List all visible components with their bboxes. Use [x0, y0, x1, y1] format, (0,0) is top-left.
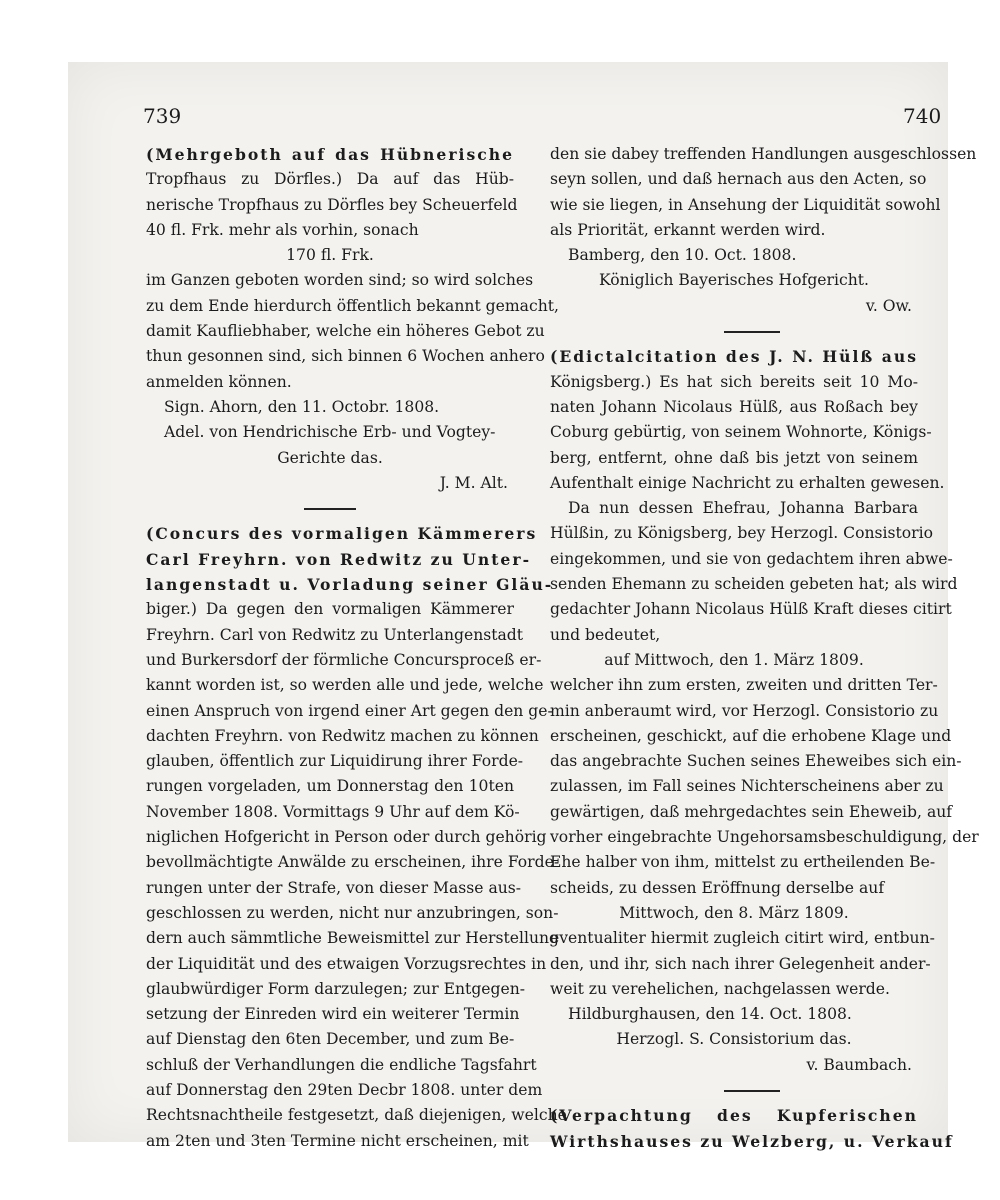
text-line: Aufenthalt einige Nachricht zu erhalten gewesen. [550, 473, 945, 492]
text-line: auf Mittwoch, den 1. März 1809. [604, 650, 864, 669]
text-line: Carl Freyhrn. von Redwitz zu Unter- [146, 549, 532, 569]
text-line: niglichen Hofgericht in Person oder durch gehörig [146, 828, 547, 847]
text-line: berg, entfernt, ohne daß bis jetzt von seinem [550, 448, 918, 467]
page-number-right: 740 [903, 104, 942, 128]
text-line: eingekommen, und sie von gedachtem ihren abwe- [550, 549, 953, 568]
text-line: anmelden können. [146, 372, 292, 391]
text-line: v. Baumbach. [806, 1055, 912, 1074]
text-line: Königlich Bayerisches Hofgericht. [599, 271, 869, 290]
text-line: gewärtigen, daß mehrgedachtes sein Eheweib, auf [550, 802, 953, 821]
text-line: einen Anspruch von irgend einer Art gegen den ge- [146, 701, 553, 720]
text-line: zu dem Ende hierdurch öffentlich bekannt gemacht, [146, 296, 559, 315]
section-divider [550, 319, 918, 344]
right-column [550, 142, 979, 1154]
text-line: Wirthshauses zu Welzberg, u. Verkauf [550, 1131, 954, 1151]
text-line: (Edictalcitation des J. N. Hülß aus [550, 347, 918, 367]
text-line: J. M. Alt. [439, 473, 508, 492]
text-line: erscheinen, geschickt, auf die erhobene Klage und [550, 726, 952, 745]
text-line: Freyhrn. Carl von Redwitz zu Unterlangenstadt [146, 625, 524, 644]
text-line: zulassen, im Fall seines Nichterscheinens aber zu [550, 777, 944, 796]
text-line: (Concurs des vormaligen Kämmerers [146, 524, 538, 544]
text-line: Rechtsnachtheile festgesetzt, daß diejenigen, welche [146, 1106, 567, 1125]
text-line: vorher eingebrachte Ungehorsamsbeschuldigung, der [550, 828, 979, 847]
page-number-left: 739 [143, 104, 182, 128]
text-line: als Priorität, erkannt werden wird. [550, 220, 826, 239]
text-line: (Verpachtung des Kupferischen [550, 1106, 918, 1126]
text-line: auf Donnerstag den 29ten Decbr 1808. unter dem [146, 1080, 543, 1099]
section-divider [146, 496, 514, 521]
text-line: thun gesonnen sind, sich binnen 6 Wochen anhero [146, 347, 545, 366]
text-line: wie sie liegen, in Ansehung der Liquidität sowohl [550, 195, 941, 214]
text-line: welcher ihn zum ersten, zweiten und dritten Ter- [550, 676, 938, 695]
text-line: Herzogl. S. Consistorium das. [616, 1030, 852, 1049]
text-line: Coburg gebürtig, von seinem Wohnorte, Königs- [550, 423, 932, 442]
text-line: glauben, öffentlich zur Liquidirung ihrer Forde- [146, 752, 524, 771]
text-line: Mittwoch, den 8. März 1809. [619, 903, 849, 922]
text-line: (Mehrgeboth auf das Hübnerische [146, 145, 514, 164]
text-line: Bamberg, den 10. Oct. 1808. [568, 246, 797, 265]
text-line: Gerichte das. [277, 448, 383, 467]
section-divider [550, 1078, 918, 1103]
text-line: min anberaumt wird, vor Herzogl. Consistorio zu [550, 701, 939, 720]
text-line: naten Johann Nicolaus Hülß, aus Roßach bey [550, 397, 918, 416]
text-line: setzung der Einreden wird ein weiterer Termin [146, 1005, 520, 1024]
text-line: und Burkersdorf der förmliche Concursproceß er- [146, 650, 542, 669]
text-line: kannt worden ist, so werden alle und jede, welche [146, 676, 544, 695]
text-line: Adel. von Hendrichische Erb- und Vogtey- [164, 423, 496, 442]
text-line: und bedeutet, [550, 625, 661, 644]
text-line: 170 fl. Frk. [286, 246, 374, 265]
text-line: gedachter Johann Nicolaus Hülß Kraft dieses citirt [550, 600, 952, 619]
text-line: dern auch sämmtliche Beweismittel zur Herstellung [146, 929, 560, 948]
text-line: seyn sollen, und daß hernach aus den Acten, so [550, 170, 927, 189]
text-line: Ehe halber von ihm, mittelst zu ertheilenden Be- [550, 853, 936, 872]
text-line: Tropfhaus zu Dörfles.) Da auf das Hüb- [146, 170, 514, 189]
text-line: geschlossen zu werden, nicht nur anzubringen, son- [146, 903, 559, 922]
text-line: scheids, zu dessen Eröffnung derselbe auf [550, 878, 885, 897]
text-line: Hildburghausen, den 14. Oct. 1808. [568, 1005, 852, 1024]
text-line: im Ganzen geboten worden sind; so wird solches [146, 271, 534, 290]
text-line: schluß der Verhandlungen die endliche Tagsfahrt [146, 1055, 537, 1074]
text-line: biger.) Da gegen den vormaligen Kämmerer [146, 600, 514, 619]
text-line: auf Dienstag den 6ten December, und zum Be- [146, 1030, 515, 1049]
left-column [146, 142, 567, 1154]
text-line: November 1808. Vormittags 9 Uhr auf dem Kö- [146, 802, 520, 821]
text-line: 40 fl. Frk. mehr als vorhin, sonach [146, 220, 419, 239]
text-line: Hülßin, zu Königsberg, bey Herzogl. Consistorio [550, 524, 933, 543]
text-line: weit zu verehelichen, nachgelassen werde. [550, 979, 890, 998]
text-line: rungen unter der Strafe, von dieser Masse aus- [146, 878, 522, 897]
text-line: den, und ihr, sich nach ihrer Gelegenheit ander- [550, 954, 931, 973]
text-line: der Liquidität und des etwaigen Vorzugsrechtes in [146, 954, 547, 973]
text-line: Königsberg.) Es hat sich bereits seit 10 Mo- [550, 372, 918, 391]
text-line: den sie dabey treffenden Handlungen ausgeschlossen [550, 145, 977, 163]
text-line: nerische Tropfhaus zu Dörfles bey Scheuerfeld [146, 195, 518, 214]
text-line: bevollmächtigte Anwälde zu erscheinen, ihre Forde- [146, 853, 560, 872]
text-line: langenstadt u. Vorladung seiner Gläu- [146, 575, 554, 595]
text-line: das angebrachte Suchen seines Eheweibes sich ein- [550, 752, 962, 771]
text-line: dachten Freyhrn. von Redwitz machen zu können [146, 726, 539, 745]
text-line: Sign. Ahorn, den 11. Octobr. 1808. [164, 397, 440, 416]
text-line: v. Ow. [865, 296, 912, 315]
text-line: senden Ehemann zu scheiden gebeten hat; als wird [550, 575, 958, 594]
text-line: glaubwürdiger Form darzulegen; zur Entgegen- [146, 979, 526, 998]
text-line: Da nun dessen Ehefrau, Johanna Barbara [568, 499, 918, 518]
text-line: damit Kaufliebhaber, welche ein höheres Gebot zu [146, 322, 545, 341]
text-line: eventualiter hiermit zugleich citirt wird, entbun- [550, 929, 935, 948]
text-line: rungen vorgeladen, um Donnerstag den 10ten [146, 777, 514, 796]
text-line: am 2ten und 3ten Termine nicht erscheinen, mit [146, 1131, 529, 1150]
